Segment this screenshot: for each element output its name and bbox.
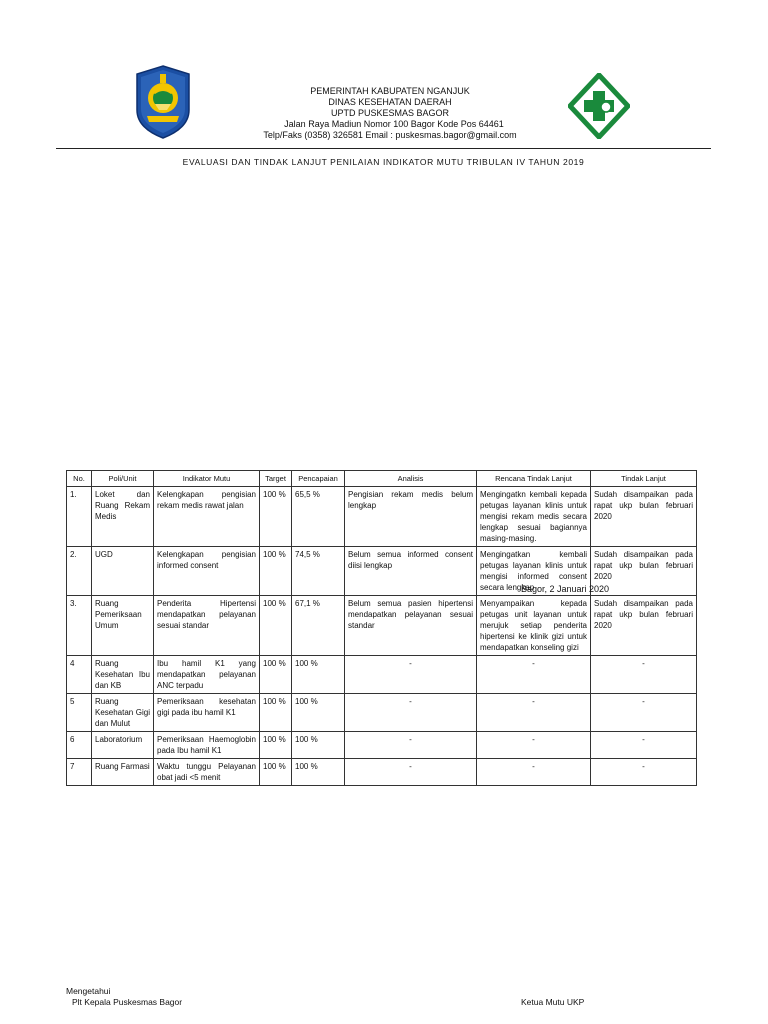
cell-unit: UGD bbox=[92, 547, 154, 596]
cell-indikator: Kelengkapan pengisian informed consent bbox=[154, 547, 260, 596]
cell-no: 2. bbox=[67, 547, 92, 596]
table-row bbox=[67, 732, 697, 759]
cell-analisis: Belum semua pasien hipertensi mendapatkan pelayanan sesuai standar bbox=[345, 596, 477, 656]
cell-unit: Loket dan Ruang Rekam Medis bbox=[92, 487, 154, 547]
header-indikator: Indikator Mutu bbox=[154, 471, 260, 487]
cell-unit: Ruang Kesehatan Ibu dan KB bbox=[92, 656, 154, 694]
cell-rencana: - bbox=[477, 732, 591, 759]
cell-target: 100 % bbox=[260, 732, 292, 759]
cell-pencapaian: 100 % bbox=[292, 656, 345, 694]
cell-no: 7 bbox=[67, 759, 92, 786]
cell-unit: Ruang Pemeriksaan Umum bbox=[92, 596, 154, 656]
cell-no: 4 bbox=[67, 656, 92, 694]
cell-analisis: - bbox=[345, 732, 477, 759]
cell-tindak: Sudah disampaikan pada rapat ukp bulan februari 2020 bbox=[591, 596, 697, 656]
cell-tindak: - bbox=[591, 694, 697, 732]
cell-indikator: Ibu hamil K1 yang mendapatkan pelayanan ANC terpadu bbox=[154, 656, 260, 694]
puskesmas-logo-icon bbox=[568, 73, 630, 139]
cell-rencana: Menyampaikan kepada petugas unit layanan untuk merujuk setiap penderita hipertensi ke klinik gizi untuk mendapatkan konseling gizi bbox=[477, 596, 591, 656]
cell-no: 1. bbox=[67, 487, 92, 547]
cell-analisis: Pengisian rekam medis belum lengkap bbox=[345, 487, 477, 547]
cell-indikator: Penderita Hipertensi mendapatkan pelayanan sesuai standar bbox=[154, 596, 260, 656]
letterhead-contact: Telp/Faks (0358) 326581 Email : puskesmas.bagor@gmail.com bbox=[263, 130, 517, 140]
letterhead-divider bbox=[56, 148, 711, 149]
cell-tindak: - bbox=[591, 656, 697, 694]
letterhead-agency: DINAS KESEHATAN DAERAH bbox=[328, 97, 452, 107]
cell-indikator: Pemeriksaan Haemoglobin pada Ibu hamil K1 bbox=[154, 732, 260, 759]
signature-acknowledge: Mengetahui bbox=[66, 986, 111, 996]
document-title: EVALUASI DAN TINDAK LANJUT PENILAIAN INDIKATOR MUTU TRIBULAN IV TAHUN 2019 bbox=[182, 157, 585, 167]
cell-tindak: Sudah disampaikan pada rapat ukp bulan februari 2020 bbox=[591, 487, 697, 547]
date-place: Bagor, 2 Januari 2020 bbox=[521, 584, 610, 594]
cell-target: 100 % bbox=[260, 547, 292, 596]
cell-rencana: - bbox=[477, 656, 591, 694]
letterhead-government: PEMERINTAH KABUPATEN NGANJUK bbox=[310, 86, 470, 96]
cell-rencana: Mengingatkan kembali petugas layanan klinis untuk mengisi informed consent secara lengkap bbox=[477, 547, 591, 596]
cell-pencapaian: 74,5 % bbox=[292, 547, 345, 596]
cell-rencana: Mengingatkn kembali kepada petugas layanan klinis untuk mengisi rekam medis secara lengkap sesuai bagiannya masing-masing. bbox=[477, 487, 591, 547]
nganjuk-emblem-icon bbox=[133, 64, 193, 140]
cell-pencapaian: 100 % bbox=[292, 694, 345, 732]
header-target: Target bbox=[260, 471, 292, 487]
evaluation-table bbox=[66, 470, 697, 786]
cell-analisis: - bbox=[345, 656, 477, 694]
cell-pencapaian: 67,1 % bbox=[292, 596, 345, 656]
cell-rencana: - bbox=[477, 759, 591, 786]
signature-left bbox=[66, 986, 182, 1008]
cell-no: 5 bbox=[67, 694, 92, 732]
cell-indikator: Waktu tunggu Pelayanan obat jadi <5 menit bbox=[154, 759, 260, 786]
cell-pencapaian: 100 % bbox=[292, 759, 345, 786]
cell-pencapaian: 65,5 % bbox=[292, 487, 345, 547]
cell-no: 6 bbox=[67, 732, 92, 759]
table-row bbox=[67, 694, 697, 732]
header-pencapaian: Pencapaian bbox=[292, 471, 345, 487]
cell-target: 100 % bbox=[260, 759, 292, 786]
cell-tindak: - bbox=[591, 759, 697, 786]
table-row bbox=[67, 759, 697, 786]
header-unit: Poli/Unit bbox=[92, 471, 154, 487]
cell-target: 100 % bbox=[260, 656, 292, 694]
table-row bbox=[67, 487, 697, 547]
cell-pencapaian: 100 % bbox=[292, 732, 345, 759]
cell-indikator: Kelengkapan pengisian rekam medis rawat jalan bbox=[154, 487, 260, 547]
cell-target: 100 % bbox=[260, 694, 292, 732]
table-row bbox=[67, 656, 697, 694]
letterhead-address: Jalan Raya Madiun Nomor 100 Bagor Kode Pos 64461 bbox=[284, 119, 504, 129]
header-analisis: Analisis bbox=[345, 471, 477, 487]
letterhead-unit: UPTD PUSKESMAS BAGOR bbox=[330, 108, 450, 118]
cell-rencana: - bbox=[477, 694, 591, 732]
cell-tindak: Sudah disampaikan pada rapat ukp bulan februari 2020 bbox=[591, 547, 697, 596]
header-no: No. bbox=[67, 471, 92, 487]
cell-unit: Laboratorium bbox=[92, 732, 154, 759]
cell-analisis: Belum semua informed consent diisi lengkap bbox=[345, 547, 477, 596]
cell-analisis: - bbox=[345, 759, 477, 786]
letterhead bbox=[210, 86, 570, 141]
cell-indikator: Pemeriksaan kesehatan gigi pada ibu hamil K1 bbox=[154, 694, 260, 732]
table-header-row bbox=[67, 471, 697, 487]
cell-target: 100 % bbox=[260, 596, 292, 656]
cell-unit: Ruang Farmasi bbox=[92, 759, 154, 786]
header-tindak: Tindak Lanjut bbox=[591, 471, 697, 487]
cell-target: 100 % bbox=[260, 487, 292, 547]
signature-head-title: Plt Kepala Puskesmas Bagor bbox=[72, 997, 183, 1007]
table-row bbox=[67, 596, 697, 656]
cell-tindak: - bbox=[591, 732, 697, 759]
cell-analisis: - bbox=[345, 694, 477, 732]
cell-unit: Ruang Kesehatan Gigi dan Mulut bbox=[92, 694, 154, 732]
signature-right: Ketua Mutu UKP bbox=[521, 997, 585, 1007]
header-rencana: Rencana Tindak Lanjut bbox=[477, 471, 591, 487]
cell-no: 3. bbox=[67, 596, 92, 656]
